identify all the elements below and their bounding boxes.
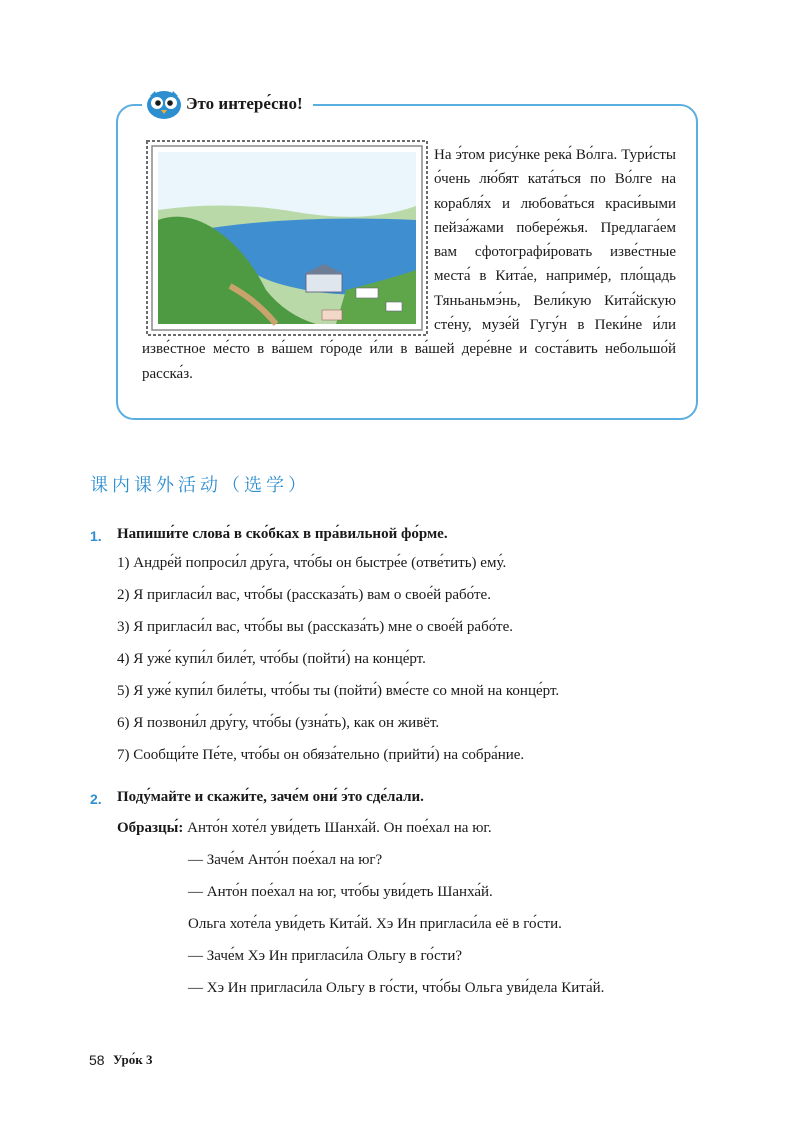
exercise-1-item: 3) Я пригласи́л вас, что́бы вы (рассказа́ть) мне о свое́й рабо́те. — [117, 619, 513, 635]
exercise-1-heading: Напиши́те слова́ в ско́бках в пра́вильной фо́рме. — [117, 526, 448, 542]
exercise-1-item: 4) Я уже́ купи́л биле́т, что́бы (пойти́) на конце́рт. — [117, 651, 426, 667]
samples-label: Образцы́: — [117, 820, 184, 836]
page-number: 58 — [89, 1052, 105, 1068]
section-title: 课内课外活动（选学） — [90, 475, 310, 496]
owl-mascot-icon — [146, 88, 182, 120]
exercise-1-item: 1) Андре́й попроси́л дру́га, что́бы он быстре́е (отве́тить) ему́. — [117, 555, 507, 571]
sample-line: — Хэ Ин пригласи́ла Ольгу в го́сти, что́бы Ольга уви́дела Кита́й. — [188, 980, 605, 996]
sample-line: Ольга хоте́ла уви́деть Кита́й. Хэ Ин пригласи́ла её в го́сти. — [188, 916, 562, 932]
samples-first: Анто́н хоте́л уви́деть Шанха́й. Он пое́хал на юг. — [187, 820, 492, 836]
info-box-header — [142, 86, 313, 122]
sample-line: — Анто́н пое́хал на юг, что́бы уви́деть Шанха́й. — [188, 884, 493, 900]
samples-line — [117, 820, 492, 837]
sample-line: — Заче́м Хэ Ин пригласи́ла Ольгу в го́сти? — [188, 948, 463, 964]
exercise-2-number: 2. — [90, 791, 102, 807]
sample-line: — Заче́м Анто́н пое́хал на юг? — [188, 852, 383, 868]
exercise-2-heading: Поду́майте и скажи́те, заче́м они́ э́то сде́лали. — [117, 789, 424, 805]
exercise-1-item: 2) Я пригласи́л вас, что́бы (рассказа́ть) вам о свое́й рабо́те. — [117, 587, 491, 603]
exercise-1-item: 5) Я уже́ купи́л биле́ты, что́бы ты (пойти́) вме́сте со мной на конце́рт. — [117, 683, 560, 699]
info-box-text: На э́том рису́нке река́ Во́лга. Тури́сты о́чень лю́бят ката́ться по Во́лге на корабля́х и любова́ться краси́выми пейза́жами побере́жья. Предлага́ем вам сфотографи́ровать изве́стные места́ в Кита́е, наприме́р, пло́щадь Тяньаньмэ́нь, Вели́кую Кита́йскую сте́ну, музе́й Гугу́н в Пеки́не и́ли изве́стное ме́сто в ва́шем го́роде и́ли в ва́шей дере́вне и соста́вить небольшо́й расска́з. — [142, 147, 676, 382]
lesson-label: Уро́к 3 — [113, 1052, 153, 1067]
picture-spacer — [142, 143, 434, 337]
info-box-title: Это интере́сно! — [186, 94, 303, 113]
exercise-1-item: 6) Я позвони́л дру́гу, что́бы (узна́ть), как он живёт. — [117, 715, 440, 731]
exercise-1-number: 1. — [90, 528, 102, 544]
info-box-paragraph — [142, 143, 676, 386]
exercise-1-item: 7) Сообщи́те Пе́те, что́бы он обяза́тельно (прийти́) на собра́ние. — [117, 747, 525, 763]
